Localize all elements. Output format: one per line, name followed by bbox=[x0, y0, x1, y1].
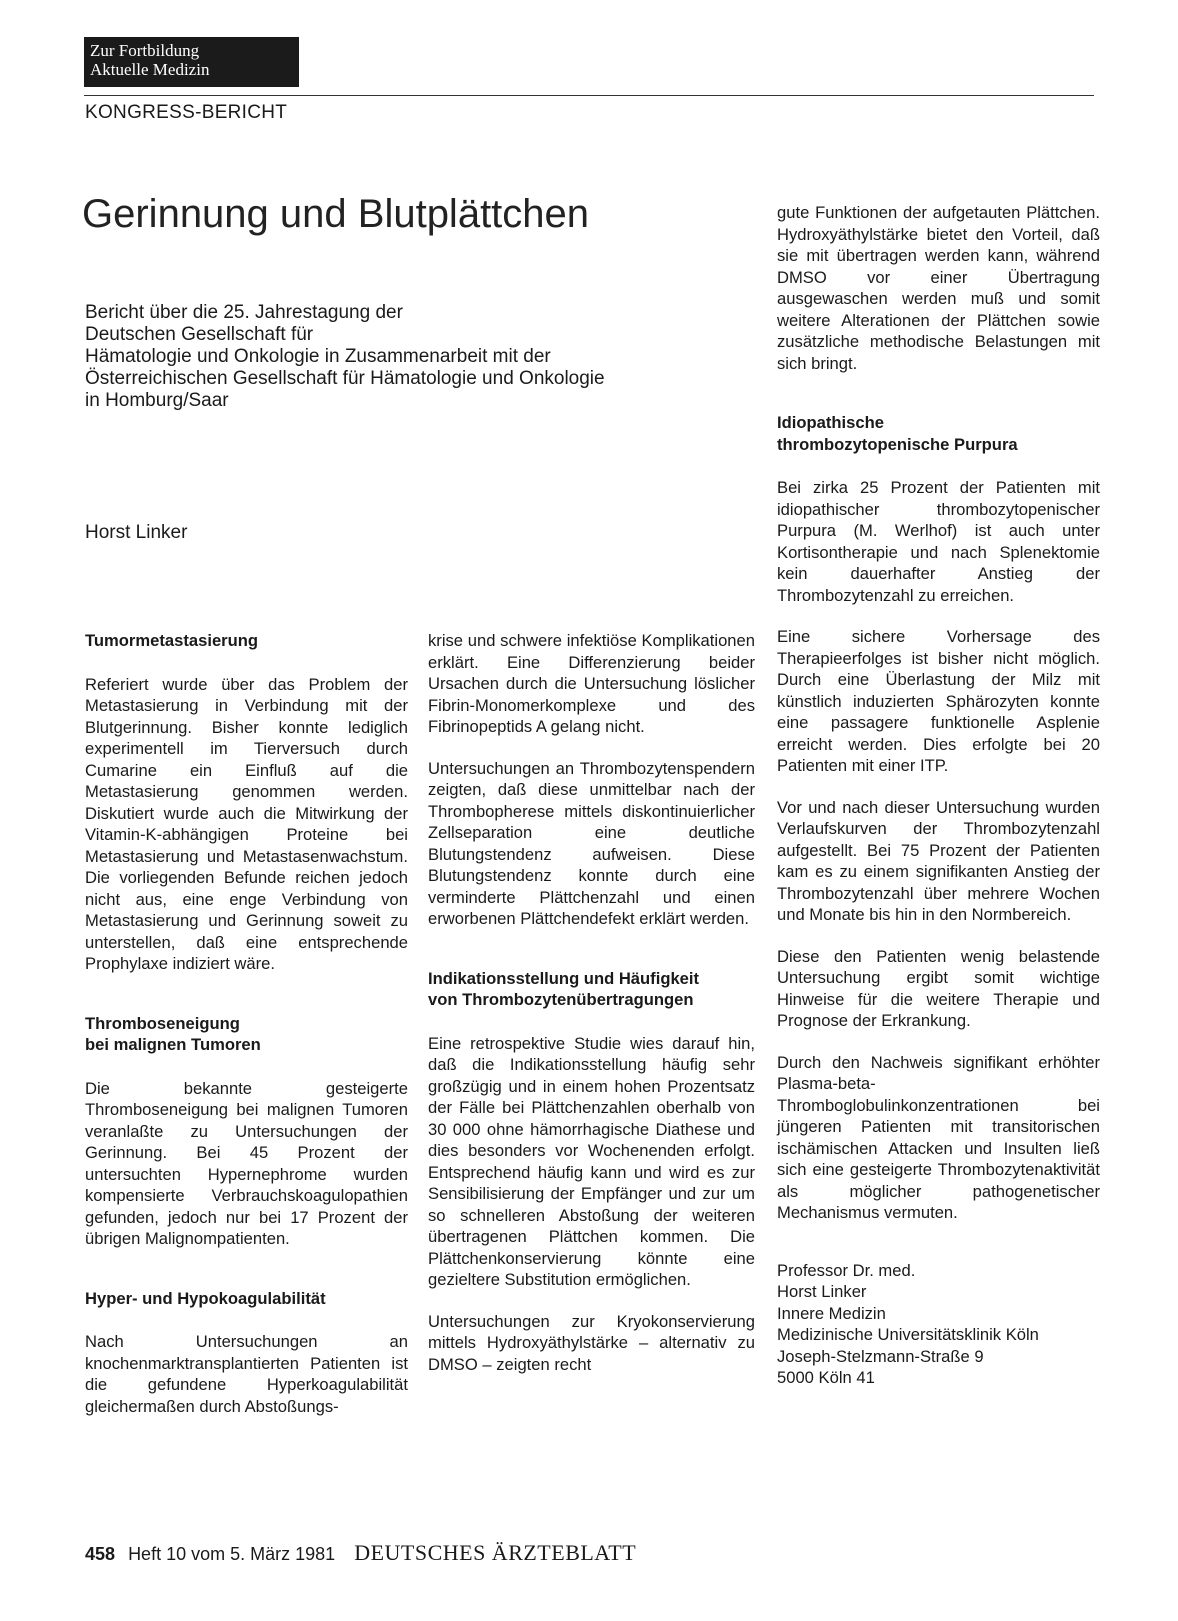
author-name: Horst Linker bbox=[85, 522, 188, 543]
badge-line-2: Aktuelle Medizin bbox=[90, 60, 210, 79]
address-line: Professor Dr. med. bbox=[777, 1260, 916, 1280]
address-line: Horst Linker bbox=[777, 1282, 867, 1301]
column-3 bbox=[777, 202, 1100, 1389]
paragraph: Eine sichere Vorhersage des Therapieerfolges ist bisher nicht möglich. Durch eine Überlastung der Milz mit künstlich induzierten Sphärozyten konnte eine passagere funktionelle Asplenie erreicht werden. Dies erfolgte bei 20 Patienten mit einer ITP. bbox=[777, 627, 1100, 775]
header-rule bbox=[84, 95, 1094, 96]
article-title: Gerinnung und Blutplättchen bbox=[82, 192, 590, 236]
issue-info: Heft 10 vom 5. März 1981 bbox=[128, 1544, 336, 1564]
paragraph: Untersuchungen zur Kryokonservierung mittels Hydroxyäthylstärke – alternativ zu DMSO – zeigten recht bbox=[428, 1311, 755, 1374]
paragraph: Diese den Patienten wenig belastende Untersuchung ergibt somit wichtige Hinweise für die weitere Therapie und Prognose der Erkrankung. bbox=[777, 946, 1100, 1030]
section-heading: Thromboseneigung bei malignen Tumoren bbox=[85, 1013, 261, 1054]
subtitle-line: Bericht über die 25. Jahrestagung der bbox=[85, 302, 403, 323]
address-line: Innere Medizin bbox=[777, 1303, 886, 1323]
author-address bbox=[777, 1260, 1100, 1389]
section-heading: Hyper- und Hypokoagulabilität bbox=[85, 1288, 326, 1308]
paragraph: Die bekannte gesteigerte Thromboseneigung bei malignen Tumoren veranlaßte zu Untersuchungen der Gerinnung. Bei 45 Prozent der untersuchten Hypernephrome wurden kompensierte Verbrauchskoagulopathien gefunden, jedoch nur bei 17 Prozent der übrigen Malignompatienten. bbox=[85, 1078, 408, 1248]
section-heading: Tumormetastasierung bbox=[85, 631, 259, 650]
address-line: 5000 Köln 41 bbox=[777, 1368, 875, 1387]
paragraph: Nach Untersuchungen an knochenmarktransplantierten Patienten ist die gefundene Hyperkoagulabilität gleichermaßen durch Abstoßungs- bbox=[85, 1332, 408, 1416]
paragraph: Durch den Nachweis signifikant erhöhter Plasma-beta-Thromboglobulinkonzentrationen bei jüngeren Patienten mit transitorischen ischämischen Attacken und Insulten ließ sich eine gesteigerte Thrombozytenaktivität als möglicher pathogenetischer Mechanismus vermuten. bbox=[777, 1052, 1100, 1222]
column-1 bbox=[85, 630, 408, 1437]
badge-line-1: Zur Fortbildung bbox=[90, 41, 200, 60]
paragraph: Referiert wurde über das Problem der Metastasierung in Verbindung mit der Blutgerinnung. Bisher konnte lediglich experimentell im Tierversuch durch Cumarine ein Einfluß auf die Metastasierung genommen werden. Diskutiert wurde auch die Mitwirkung der Vitamin-K-abhängigen Proteine bei Metastasierung und Metastasenwachstum. Die vorliegenden Befunde reichen jedoch nicht aus, eine enge Verbindung von Metastasierung und Gerinnung soweit zu unterstellen, daß eine entsprechende Prophylaxe indiziert wäre. bbox=[85, 674, 408, 973]
section-label: KONGRESS-BERICHT bbox=[85, 102, 288, 123]
subtitle-line: in Homburg/Saar bbox=[85, 390, 229, 411]
address-line: Medizinische Universitätsklinik Köln bbox=[777, 1325, 1039, 1344]
page-number: 458 bbox=[85, 1544, 116, 1564]
paragraph: Vor und nach dieser Untersuchung wurden Verlaufskurven der Thrombozytenzahl aufgestellt. Bei 75 Prozent der Patienten kam es zu einem signifikanten Anstieg der Thrombozytenzahl über mehrere Wochen und Monate bis hin in den Normbereich. bbox=[777, 797, 1100, 924]
article-subtitle bbox=[85, 302, 725, 412]
publication-name: DEUTSCHES ÄRZTEBLATT bbox=[354, 1540, 637, 1565]
section-heading: Idiopathische thrombozytopenische Purpura bbox=[777, 413, 1018, 454]
section-heading: Indikationsstellung und Häufigkeit von Thrombozytenübertragungen bbox=[428, 968, 700, 1009]
subtitle-line: Deutschen Gesellschaft für bbox=[85, 324, 314, 345]
column-2 bbox=[428, 630, 755, 1395]
subtitle-line: Hämatologie und Onkologie in Zusammenarbeit mit der bbox=[85, 346, 551, 367]
address-line: Joseph-Stelzmann-Straße 9 bbox=[777, 1346, 984, 1366]
paragraph: krise und schwere infektiöse Komplikationen erklärt. Eine Differenzierung beider Ursachen durch die Untersuchung löslicher Fibrin-Monomerkomplexe und des Fibrinopeptids A gelang nicht. bbox=[428, 631, 755, 736]
paragraph: Bei zirka 25 Prozent der Patienten mit idiopathischer thrombozytopenischer Purpura (M. Werlhof) ist auch unter Kortisontherapie und nach Splenektomie kein dauerhafter Anstieg der Thrombozytenzahl zu erreichen. bbox=[777, 478, 1100, 605]
paragraph: Eine retrospektive Studie wies darauf hin, daß die Indikationsstellung häufig sehr großzügig und in einem hohen Prozentsatz der Fälle bei Plättchenzahlen oberhalb von 30 000 ohne hämorrhagische Diathese und dies besonders vor Wochenenden erfolgt. Entsprechend häufig kann und wird es zur Sensibilisierung der Empfänger und zur um so schnelleren Abstoßung der weiteren übertragenen Plättchen kommen. Die Plättchenkonservierung könnte eine gezieltere Substitution ermöglichen. bbox=[428, 1033, 755, 1289]
section-badge bbox=[84, 37, 299, 87]
paragraph: Untersuchungen an Thrombozytenspendern zeigten, daß diese unmittelbar nach der Thrombopherese mittels diskontinuierlicher Zellseparation eine deutliche Blutungstendenz aufweisen. Diese Blutungstendenz konnte durch eine verminderte Plättchenzahl und einen erworbenen Plättchendefekt erklärt werden. bbox=[428, 758, 755, 928]
paragraph: gute Funktionen der aufgetauten Plättchen. Hydroxyäthylstärke bietet den Vorteil, daß sie mit übertragen werden kann, während DMSO vor einer Übertragung ausgewaschen werden muß und somit weitere Alterationen der Plättchen sowie zusätzliche methodische Belastungen mit sich bringt. bbox=[777, 203, 1100, 373]
subtitle-line: Österreichischen Gesellschaft für Hämatologie und Onkologie bbox=[85, 368, 605, 389]
page-footer bbox=[85, 1540, 636, 1566]
